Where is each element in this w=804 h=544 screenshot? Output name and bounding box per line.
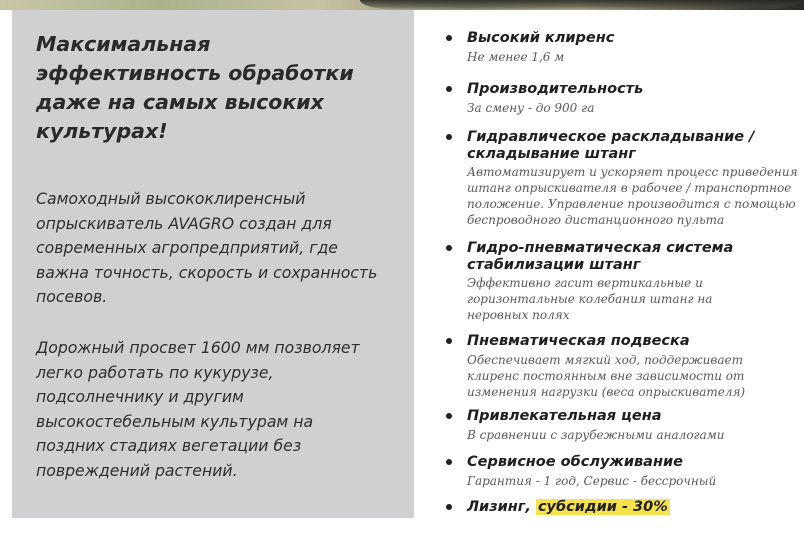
feature-item-clearance	[446, 30, 804, 81]
bullet-icon	[446, 504, 452, 510]
feature-title: Привлекательная цена	[467, 408, 662, 424]
bullet-icon	[446, 459, 452, 465]
feature-list	[446, 30, 804, 521]
headline: Максимальная эффективность обработки даже на самых высоких культурах!	[36, 32, 354, 143]
feature-title	[467, 499, 804, 516]
feature-title: Производительность	[467, 81, 644, 97]
bullet-icon	[446, 86, 452, 92]
feature-title: Гидро-пневматическая система стабилизации штанг	[467, 240, 734, 273]
bullet-icon	[446, 338, 452, 344]
feature-description: Автоматизирует и ускоряет процесс приведения штанг опрыскивателя в рабочее / транспортное положение. Управление производится с помощью беспроводного дистанционного пульта	[467, 165, 798, 227]
feature-item-suspension	[446, 333, 804, 408]
subsidy-highlight: субсидии - 30%	[537, 499, 668, 515]
feature-title: Гидравлическое раскладывание / складывание штанг	[467, 129, 755, 162]
feature-item-price	[446, 408, 804, 454]
top-photo-strip	[0, 0, 804, 10]
feature-description: В сравнении с зарубежными аналогами	[467, 427, 725, 442]
bullet-icon	[446, 134, 452, 140]
feature-item-hydraulic-folding	[446, 129, 804, 240]
bullet-icon	[446, 245, 452, 251]
feature-item-service	[446, 454, 804, 499]
feature-description: Не менее 1,6 м	[467, 49, 565, 64]
feature-title: Сервисное обслуживание	[467, 454, 683, 470]
feature-description: Обеспечивает мягкий ход, поддерживает клиренс постоянным вне зависимости от изменения нагрузки (веса опрыскивателя)	[467, 352, 746, 399]
feature-title: Высокий клиренс	[467, 30, 615, 46]
feature-description: Гарантия - 1 год, Сервис - бессрочный	[467, 473, 717, 488]
bullet-icon	[446, 413, 452, 419]
feature-item-leasing	[446, 499, 804, 521]
intro-paragraph: Самоходный высококлиренсный опрыскиватель AVAGRO создан для современных агропредприятий, где важна точность, скорость и сохранность посевов.	[36, 189, 378, 307]
feature-title: Пневматическая подвеска	[467, 333, 690, 349]
bullet-icon	[446, 35, 452, 41]
feature-description: Эффективно гасит вертикальные и горизонтальные колебания штанг на неровных полях	[467, 276, 713, 322]
feature-description: За смену - до 900 га	[467, 100, 595, 115]
leasing-label: Лизинг,	[467, 499, 536, 515]
feature-item-stabilization	[446, 240, 804, 333]
clearance-paragraph: Дорожный просвет 1600 мм позволяет легко работать по кукурузе, подсолнечнику и другим высокостебельным культурам на поздних стадиях вегетации без повреждений растений.	[36, 338, 360, 480]
feature-item-productivity	[446, 81, 804, 129]
